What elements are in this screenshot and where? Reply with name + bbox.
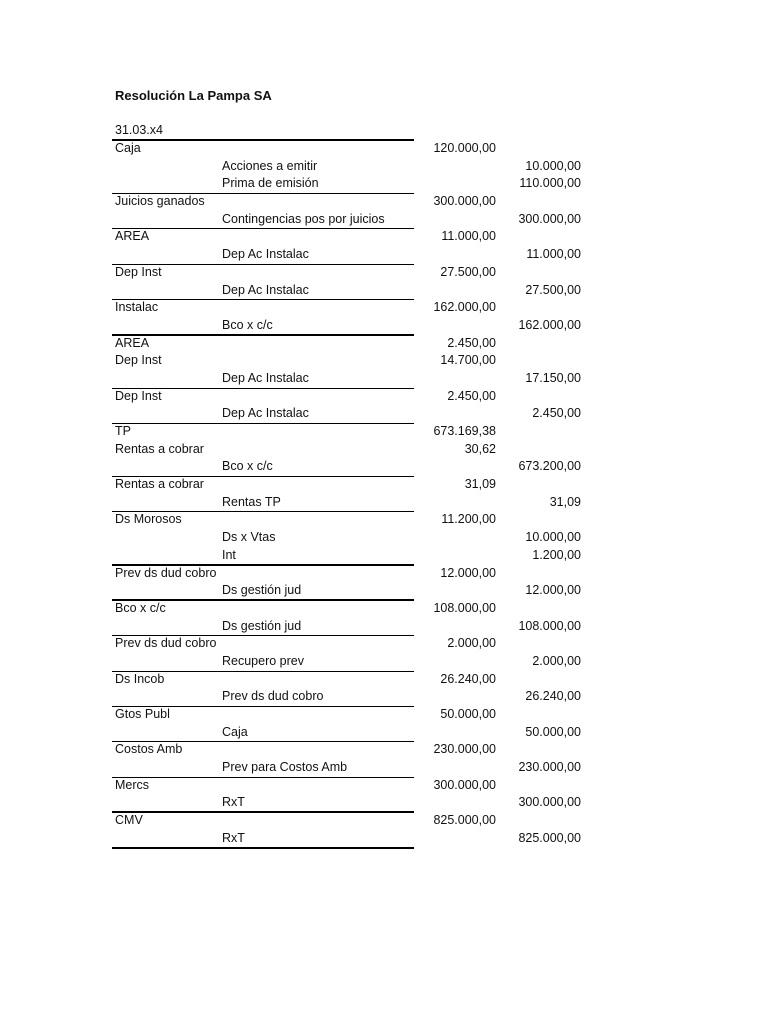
credit-account-cell: Dep Ac Instalac <box>222 370 309 385</box>
journal-row <box>112 193 592 211</box>
debit-account-cell: Bco x c/c <box>115 600 166 615</box>
credit-account-cell: Ds gestión jud <box>222 618 302 633</box>
entry-date: 31.03.x4 <box>115 123 163 137</box>
credit-account-cell: RxT <box>222 830 245 845</box>
debit-amount-cell: 26.240,00 <box>440 671 496 686</box>
journal-row <box>112 335 592 353</box>
journal-row <box>112 688 592 706</box>
journal-row <box>112 529 592 547</box>
credit-account-cell: RxT <box>222 795 245 810</box>
credit-amount-cell: 110.000,00 <box>519 176 581 191</box>
journal-row <box>112 547 592 565</box>
journal-row <box>112 282 592 300</box>
credit-account-cell: Acciones a emitir <box>222 158 318 173</box>
debit-account-cell: Ds Incob <box>115 671 165 686</box>
debit-amount-cell: 2.000,00 <box>447 636 496 651</box>
closing-rule <box>112 847 414 849</box>
credit-account-cell: Ds gestión jud <box>222 583 302 598</box>
debit-amount-cell: 27.500,00 <box>440 264 496 279</box>
journal-row <box>112 741 592 759</box>
debit-amount-cell: 108.000,00 <box>433 600 496 615</box>
debit-account-cell: Dep Inst <box>115 264 162 279</box>
journal-row <box>112 441 592 459</box>
journal-row <box>112 211 592 229</box>
credit-account-cell: Bco x c/c <box>222 317 273 332</box>
debit-account-cell: Caja <box>115 141 141 155</box>
credit-account-cell: Bco x c/c <box>222 459 273 474</box>
credit-amount-cell: 12.000,00 <box>525 583 581 598</box>
credit-account-cell: Prima de emisión <box>222 176 319 191</box>
journal-row <box>112 618 592 636</box>
debit-amount-cell: 2.450,00 <box>447 335 496 350</box>
journal-row <box>112 511 592 529</box>
journal-row <box>112 158 592 176</box>
credit-amount-cell: 825.000,00 <box>518 830 581 845</box>
journal-row <box>112 724 592 742</box>
credit-amount-cell: 27.500,00 <box>525 282 581 297</box>
credit-account-cell: Rentas TP <box>222 494 281 509</box>
debit-amount-cell: 31,09 <box>464 477 496 492</box>
credit-amount-cell: 300.000,00 <box>518 795 581 810</box>
credit-account-cell: Dep Ac Instalac <box>222 406 309 421</box>
journal-row <box>112 635 592 653</box>
journal-row <box>112 246 592 264</box>
debit-account-cell: Ds Morosos <box>115 512 182 527</box>
journal-row <box>112 175 592 193</box>
credit-amount-cell: 26.240,00 <box>525 689 581 704</box>
credit-amount-cell: 10.000,00 <box>525 158 581 173</box>
debit-account-cell: Costos Amb <box>115 742 183 757</box>
debit-amount-cell: 230.000,00 <box>433 742 496 757</box>
debit-amount-cell: 30,62 <box>464 441 496 456</box>
credit-account-cell: Prev para Costos Amb <box>222 760 348 775</box>
document-title: Resolución La Pampa SA <box>115 88 272 103</box>
journal-row <box>112 653 592 671</box>
debit-amount-cell: 14.700,00 <box>440 353 496 368</box>
journal-row <box>112 264 592 282</box>
journal-row <box>112 777 592 795</box>
credit-account-cell: Contingencias pos por juicios <box>222 211 385 226</box>
journal-row <box>112 405 592 423</box>
debit-account-cell: Instalac <box>115 300 159 315</box>
debit-amount-cell: 300.000,00 <box>433 777 496 792</box>
debit-account-cell: AREA <box>115 335 150 350</box>
debit-amount-cell: 825.000,00 <box>433 813 496 828</box>
debit-account-cell: CMV <box>115 813 143 828</box>
debit-account-cell: Prev ds dud cobro <box>115 636 217 651</box>
debit-account-cell: AREA <box>115 229 150 244</box>
debit-account-cell: Rentas a cobrar <box>115 477 204 492</box>
debit-account-cell: Prev ds dud cobro <box>115 565 217 580</box>
debit-amount-cell: 162.000,00 <box>433 300 496 315</box>
credit-amount-cell: 10.000,00 <box>525 530 581 545</box>
credit-amount-cell: 162.000,00 <box>518 317 581 332</box>
journal-row <box>112 565 592 583</box>
journal-row <box>112 494 592 512</box>
debit-amount-cell: 11.200,00 <box>441 512 496 527</box>
debit-account-cell: TP <box>115 424 131 438</box>
debit-amount-cell: 300.000,00 <box>433 194 496 209</box>
debit-account-cell: Rentas a cobrar <box>115 441 204 456</box>
debit-amount-cell: 673.169,38 <box>433 424 496 438</box>
debit-amount-cell: 120.000,00 <box>433 141 496 155</box>
credit-account-cell: Prev ds dud cobro <box>222 689 324 704</box>
journal-row <box>112 423 592 441</box>
journal-ledger <box>112 140 592 848</box>
debit-account-cell: Dep Inst <box>115 388 162 403</box>
journal-row <box>112 671 592 689</box>
journal-row <box>112 812 592 830</box>
debit-account-cell: Mercs <box>115 777 150 792</box>
debit-amount-cell: 11.000,00 <box>441 229 496 244</box>
debit-account-cell: Gtos Publ <box>115 707 170 721</box>
credit-account-cell: Dep Ac Instalac <box>222 282 309 297</box>
debit-amount-cell: 12.000,00 <box>440 565 496 580</box>
credit-amount-cell: 2.000,00 <box>532 653 581 668</box>
journal-row <box>112 476 592 494</box>
credit-amount-cell: 2.450,00 <box>532 406 581 421</box>
credit-amount-cell: 673.200,00 <box>518 459 581 474</box>
credit-amount-cell: 1.200,00 <box>532 547 581 562</box>
credit-account-cell: Int <box>222 547 236 562</box>
credit-amount-cell: 11.000,00 <box>526 247 581 262</box>
journal-row <box>112 140 592 158</box>
credit-amount-cell: 31,09 <box>549 494 581 509</box>
journal-row <box>112 794 592 812</box>
credit-amount-cell: 50.000,00 <box>525 724 581 739</box>
journal-row <box>112 317 592 335</box>
journal-row <box>112 830 592 848</box>
journal-row <box>112 600 592 618</box>
journal-row <box>112 388 592 406</box>
journal-row <box>112 582 592 600</box>
debit-amount-cell: 2.450,00 <box>447 388 496 403</box>
debit-account-cell: Juicios ganados <box>115 194 205 209</box>
journal-row <box>112 299 592 317</box>
journal-row <box>112 759 592 777</box>
credit-amount-cell: 108.000,00 <box>518 618 581 633</box>
credit-amount-cell: 17.150,00 <box>525 370 581 385</box>
credit-account-cell: Ds x Vtas <box>222 530 276 545</box>
journal-row <box>112 458 592 476</box>
credit-amount-cell: 230.000,00 <box>518 760 581 775</box>
debit-account-cell: Dep Inst <box>115 353 162 368</box>
credit-amount-cell: 300.000,00 <box>518 211 581 226</box>
journal-row <box>112 706 592 724</box>
journal-row <box>112 352 592 370</box>
journal-row <box>112 228 592 246</box>
debit-amount-cell: 50.000,00 <box>440 707 496 721</box>
journal-row <box>112 370 592 388</box>
credit-account-cell: Recupero prev <box>222 653 304 668</box>
credit-account-cell: Caja <box>222 724 248 739</box>
credit-account-cell: Dep Ac Instalac <box>222 247 309 262</box>
